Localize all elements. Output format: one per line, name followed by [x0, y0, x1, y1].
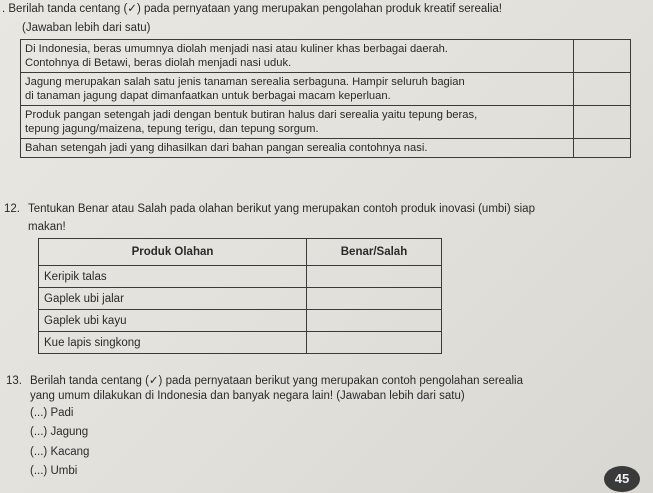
q13-instruction: Berilah tanda centang (✓) pada pernyataan berikut yang merupakan contoh pengolahan serealia	[30, 375, 523, 387]
q13-option-jagung[interactable]: (...) Jagung	[30, 426, 89, 438]
col-header-product: Produk Olahan	[39, 239, 307, 266]
answer-cell[interactable]	[307, 266, 442, 288]
q12-instruction: Tentukan Benar atau Salah pada olahan berikut yang merupakan contoh produk inovasi (umbi) siap	[28, 203, 535, 215]
product-cell: Kue lapis singkong	[39, 332, 307, 354]
q13-option-kacang[interactable]: (...) Kacang	[30, 446, 90, 458]
statement-line: Contohnya di Betawi, beras diolah menjadi nasi uduk.	[25, 57, 292, 69]
q13-number: 13.	[6, 375, 22, 387]
q13-option-umbi[interactable]: (...) Umbi	[30, 465, 78, 477]
answer-cell[interactable]	[307, 332, 442, 354]
statement-cell	[21, 106, 574, 139]
statement-line: Bahan setengah jadi yang dihasilkan dari bahan pangan serealia contohnya nasi.	[25, 142, 428, 154]
table-row	[39, 332, 442, 354]
table-row	[39, 310, 442, 332]
product-cell: Gaplek ubi kayu	[39, 310, 307, 332]
table-row	[21, 106, 631, 139]
q13-instruction-cont: yang umum dilakukan di Indonesia dan banyak negara lain! (Jawaban lebih dari satu)	[30, 390, 465, 402]
statement-cell	[21, 40, 574, 73]
q13-option-padi[interactable]: (...) Padi	[30, 407, 74, 419]
check-cell[interactable]	[574, 73, 631, 106]
table-row	[21, 73, 631, 106]
product-cell: Gaplek ubi jalar	[39, 288, 307, 310]
table-row	[39, 288, 442, 310]
check-cell[interactable]	[574, 106, 631, 139]
check-cell[interactable]	[574, 139, 631, 158]
table-row	[21, 40, 631, 73]
q12-number: 12.	[4, 203, 20, 215]
q11-note: (Jawaban lebih dari satu)	[22, 22, 151, 34]
page-number: 45	[604, 466, 640, 492]
table-row	[39, 266, 442, 288]
q11-table	[20, 39, 631, 158]
q12-table	[38, 238, 442, 354]
statement-line: Produk pangan setengah jadi dengan bentuk butiran halus dari serealia yaitu tepung beras,	[25, 109, 478, 121]
check-cell[interactable]	[574, 40, 631, 73]
table-header-row	[39, 239, 442, 266]
statement-cell	[21, 73, 574, 106]
col-header-answer: Benar/Salah	[307, 239, 442, 266]
answer-cell[interactable]	[307, 310, 442, 332]
product-cell: Keripik talas	[39, 266, 307, 288]
q12-instruction-cont: makan!	[28, 221, 66, 233]
statement-cell	[21, 139, 574, 158]
table-row	[21, 139, 631, 158]
answer-cell[interactable]	[307, 288, 442, 310]
statement-line: Jagung merupakan salah satu jenis tanaman serealia serbaguna. Hampir seluruh bagian	[25, 76, 465, 88]
q11-instruction: . Berilah tanda centang (✓) pada pernyataan yang merupakan pengolahan produk kreatif serealia!	[2, 3, 502, 15]
statement-line: tepung jagung/maizena, tepung terigu, dan tepung sorgum.	[25, 123, 319, 135]
statement-line: Di Indonesia, beras umumnya diolah menjadi nasi atau kuliner khas berbagai daerah.	[25, 43, 448, 55]
statement-line: di tanaman jagung dapat dimanfaatkan untuk berbagai macam keperluan.	[25, 90, 391, 102]
